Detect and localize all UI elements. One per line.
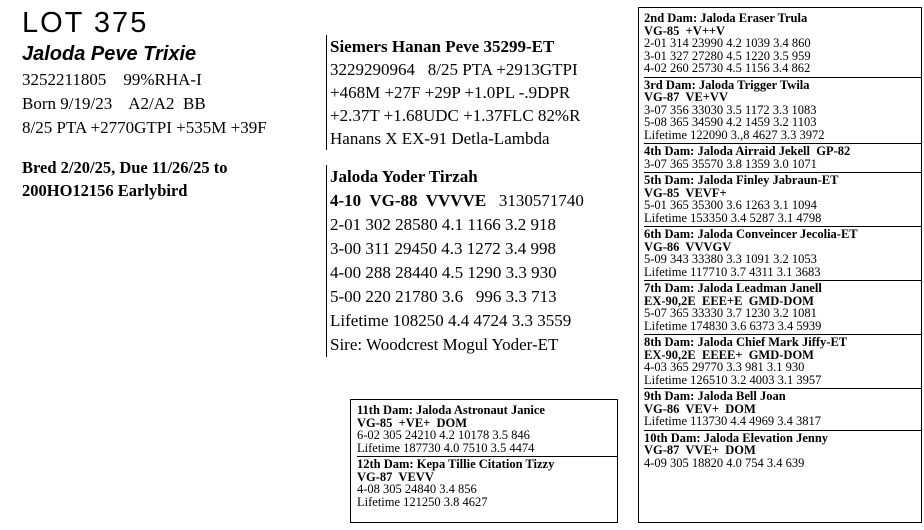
ancestor-classification: VG-85 VEVF+ <box>644 185 727 200</box>
dam-record: 4-00 288 28440 4.5 1290 3.3 930 <box>330 263 557 282</box>
animal-birth-line: Born 9/19/23 A2/A2 BB <box>22 94 206 113</box>
ancestor-title: 3rd Dam: Jaloda Trigger Twila <box>644 77 810 92</box>
ancestor-record: 3-07 365 35570 3.8 1359 3.0 1071 <box>644 156 817 171</box>
ancestor-record: Lifetime 117710 3.7 4311 3.1 3683 <box>644 264 821 279</box>
ancestor-record: Lifetime 122090 3.,8 4627 3.3 3972 <box>644 127 825 142</box>
dam-record: 5-00 220 21780 3.6 996 3.3 713 <box>330 287 557 306</box>
sire-line: 3229290964 8/25 PTA +2913GTPI <box>330 60 578 79</box>
dam-classification: 4-10 VG-88 VVVVE <box>330 191 487 210</box>
dam-name: Jaloda Yoder Tirzah <box>330 167 478 186</box>
ancestor-record: Lifetime 187730 4.0 7510 3.5 4474 <box>357 440 535 455</box>
sire-section <box>326 35 580 150</box>
ancestor-block <box>357 458 617 510</box>
ancestor-block <box>644 228 921 281</box>
dam-record: 2-01 302 28580 4.1 1166 3.2 918 <box>330 215 557 234</box>
dam-id: 3130571740 <box>486 191 584 210</box>
ancestor-title: 10th Dam: Jaloda Elevation Jenny <box>644 430 829 445</box>
sire-line: +468M +27F +29P +1.0PL -.9DPR <box>330 83 571 102</box>
ancestor-classification: VG-86 VVVGV <box>644 239 732 254</box>
ancestor-classification: EX-90,2E EEE+E GMD-DOM <box>644 293 814 308</box>
ancestor-block <box>644 174 921 227</box>
bred-sire-line: 200HO12156 Earlybird <box>22 181 188 200</box>
ancestor-record: Lifetime 126510 3.2 4003 3.1 3957 <box>644 372 822 387</box>
sire-name: Siemers Hanan Peve 35299-ET <box>330 37 555 56</box>
ancestor-block <box>644 336 921 389</box>
ancestor-title: 5th Dam: Jaloda Finley Jabraun-ET <box>644 173 839 187</box>
ancestor-record: 5-09 343 33380 3.3 1091 3.2 1053 <box>644 252 817 266</box>
breeding-info <box>22 156 228 202</box>
ancestor-record: 4-02 260 25730 4.5 1156 3.4 862 <box>644 61 811 75</box>
ancestor-record: 4-08 305 24840 3.4 856 <box>357 482 477 496</box>
ancestor-classification: VG-85 +V++V <box>644 23 726 38</box>
ancestors-right-box <box>638 7 922 523</box>
ancestor-record: Lifetime 121250 3.8 4627 <box>357 494 488 509</box>
ancestor-record: 4-09 305 18820 4.0 754 3.4 639 <box>644 455 805 470</box>
ancestor-classification: VG-87 VVE+ DOM <box>644 443 756 457</box>
ancestor-classification: EX-90,2E EEEE+ GMD-DOM <box>644 347 814 362</box>
ancestor-title: 11th Dam: Jaloda Astronaut Janice <box>357 403 545 417</box>
ancestor-title: 8th Dam: Jaloda Chief Mark Jiffy-ET <box>644 335 848 349</box>
ancestor-record: Lifetime 113730 4.4 4969 3.4 3817 <box>644 414 821 428</box>
animal-pta-line: 8/25 PTA +2770GTPI +535M +39F <box>22 118 267 137</box>
dam-lifetime: Lifetime 108250 4.4 4724 3.3 3559 <box>330 311 572 330</box>
ancestor-record: 3-01 327 27280 4.5 1220 3.5 959 <box>644 48 811 63</box>
ancestor-title: 4th Dam: Jaloda Airraid Jekell GP-82 <box>644 144 851 158</box>
lot-number: LOT 375 <box>22 7 149 39</box>
ancestor-classification: VG-86 VEV+ DOM <box>644 401 756 416</box>
ancestor-record: Lifetime 153350 3.4 5287 3.1 4798 <box>644 210 822 225</box>
ancestor-title: 6th Dam: Jaloda Conveincer Jecolia-ET <box>644 227 858 241</box>
ancestor-title: 9th Dam: Jaloda Bell Joan <box>644 389 786 403</box>
ancestor-record: 3-07 356 33030 3.5 1172 3.3 1083 <box>644 102 817 117</box>
ancestor-block <box>357 404 617 457</box>
ancestor-title: 7th Dam: Jaloda Leadman Janell <box>644 281 822 295</box>
animal-details <box>22 68 267 140</box>
ancestor-record: 5-08 365 34590 4.2 1459 3.2 1103 <box>644 115 817 129</box>
bred-line: Bred 2/20/25, Due 11/26/25 to <box>22 158 228 177</box>
ancestor-classification: VG-87 VEVV <box>357 469 434 484</box>
animal-name: Jaloda Peve Trixie <box>22 43 197 65</box>
ancestor-block <box>644 12 921 78</box>
dam-sire: Sire: Woodcrest Mogul Yoder-ET <box>330 335 559 354</box>
dam-record: 3-00 311 29450 4.3 1272 3.4 998 <box>330 239 557 258</box>
ancestor-title: 2nd Dam: Jaloda Eraser Trula <box>644 11 808 25</box>
animal-id-line: 3252211805 99%RHA-I <box>22 70 202 89</box>
ancestor-title: 12th Dam: Kepa Tillie Citation Tizzy <box>357 457 555 471</box>
ancestor-record: 4-03 365 29770 3.3 981 3.1 930 <box>644 360 805 374</box>
ancestors-bottom-box <box>350 399 618 523</box>
ancestor-record: 2-01 314 23990 4.2 1039 3.4 860 <box>644 36 811 50</box>
ancestor-block <box>644 282 921 335</box>
sire-line: Hanans X EX-91 Detla-Lambda <box>330 129 550 148</box>
ancestor-classification: VG-85 +VE+ DOM <box>357 415 468 430</box>
ancestor-block <box>644 145 921 173</box>
dam-section <box>326 165 584 357</box>
ancestor-record: Lifetime 174830 3.6 6373 3.4 5939 <box>644 318 822 333</box>
ancestor-block <box>644 390 921 431</box>
ancestor-record: 5-07 365 33330 3.7 1230 3.2 1081 <box>644 306 817 320</box>
ancestor-block <box>644 432 921 472</box>
sire-line: +2.37T +1.68UDC +1.37FLC 82%R <box>330 106 581 125</box>
ancestor-record: 6-02 305 24210 4.2 10178 3.5 846 <box>357 428 530 442</box>
ancestor-classification: VG-87 VE+VV <box>644 90 728 104</box>
ancestor-block <box>644 79 921 145</box>
dam-class-line <box>330 189 584 213</box>
ancestor-record: 5-01 365 35300 3.6 1263 3.1 1094 <box>644 198 817 212</box>
